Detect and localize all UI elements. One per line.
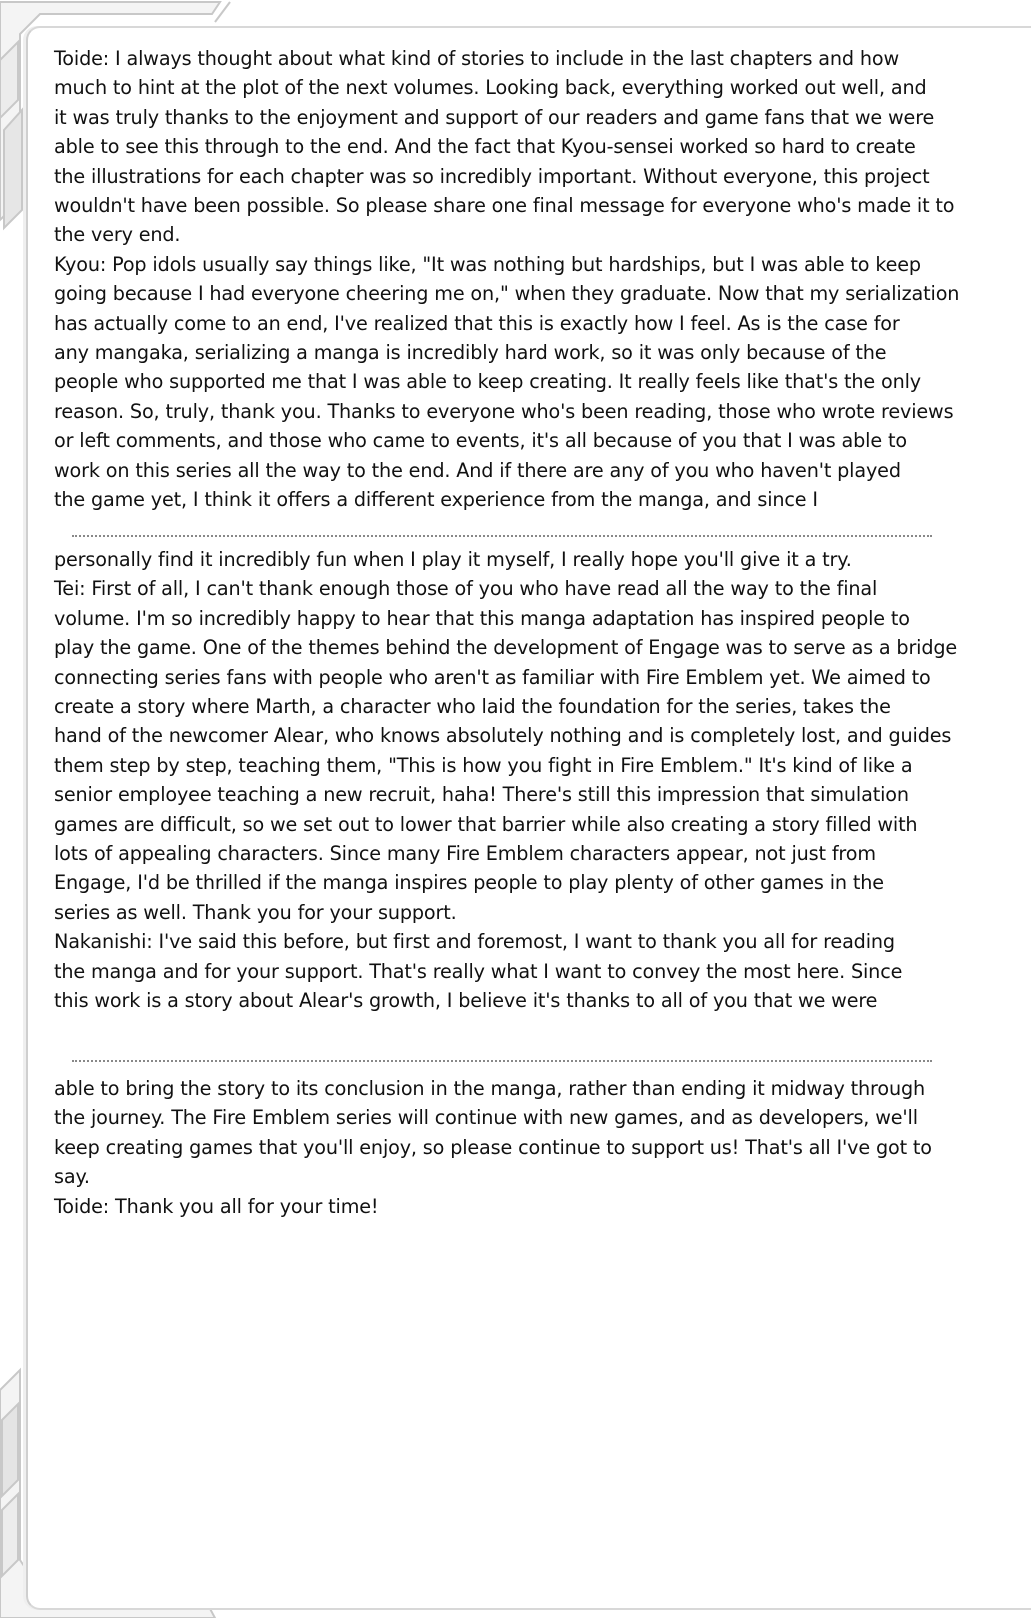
- text-line: connecting series fans with people who aren't as familiar with Fire Emblem yet. We aimed to: [54, 665, 931, 689]
- text-line: Tei: First of all, I can't thank enough those of you who have read all the way to the final: [54, 577, 878, 601]
- text-line: Nakanishi: I've said this before, but first and foremost, I want to thank you all for reading: [54, 930, 895, 954]
- text-line: senior employee teaching a new recruit, haha! There's still this impression that simulation: [54, 783, 909, 807]
- text-line: Engage, I'd be thrilled if the manga inspires people to play plenty of other games in the: [54, 871, 884, 895]
- text-line: games are difficult, so we set out to lower that barrier while also creating a story filled with: [54, 812, 918, 836]
- text-line: lots of appealing characters. Since many Fire Emblem characters appear, not just from: [54, 842, 876, 866]
- text-line: personally find it incredibly fun when I play it myself, I really hope you'll give it a try.: [54, 548, 852, 571]
- text-line: Kyou: Pop idols usually say things like, "It was nothing but hardships, but I was able to keep: [54, 252, 921, 276]
- section-divider: [72, 1060, 932, 1062]
- text-line: able to bring the story to its conclusion in the manga, rather than ending it midway through: [54, 1077, 926, 1100]
- text-line: keep creating games that you'll enjoy, so please continue to support us! That's all I've got to: [54, 1135, 932, 1159]
- text-line: say.: [54, 1165, 90, 1189]
- text-line: wouldn't have been possible. So please share one final message for everyone who's made it to: [54, 194, 955, 218]
- text-line: hand of the newcomer Alear, who knows absolutely nothing and is completely lost, and guides: [54, 724, 952, 748]
- text-line: much to hint at the plot of the next volumes. Looking back, everything worked out well, and: [54, 76, 927, 100]
- text-line: or left comments, and those who came to events, it's all because of you that I was able to: [54, 429, 907, 453]
- text-line: the very end.: [54, 223, 181, 247]
- text-line: this work is a story about Alear's growth, I believe it's thanks to all of you that we were: [54, 989, 878, 1013]
- text-line: reason. So, truly, thank you. Thanks to everyone who's been reading, those who wrote reviews: [54, 399, 954, 423]
- text-line: able to see this through to the end. And the fact that Kyou-sensei worked so hard to create: [54, 135, 916, 159]
- text-line: any mangaka, serializing a manga is incredibly hard work, so it was only because of the: [54, 341, 887, 365]
- text-line: people who supported me that I was able to keep creating. It really feels like that's the only: [54, 370, 921, 394]
- text-line: series as well. Thank you for your support.: [54, 900, 457, 924]
- text-line: the illustrations for each chapter was so incredibly important. Without everyone, this project: [54, 164, 930, 188]
- text-line: work on this series all the way to the end. And if there are any of you who haven't played: [54, 458, 901, 482]
- text-line: create a story where Marth, a character who laid the foundation for the series, takes the: [54, 695, 891, 719]
- text-line: has actually come to an end, I've realized that this is exactly how I feel. As is the case for: [54, 311, 900, 335]
- text-line: the manga and for your support. That's really what I want to convey the most here. Since: [54, 959, 903, 983]
- text-line: going because I had everyone cheering me on," when they graduate. Now that my serialization: [54, 282, 960, 306]
- text-section-2: [54, 545, 1004, 1016]
- text-line: them step by step, teaching them, "This is how you fight in Fire Emblem." It's kind of like a: [54, 753, 913, 777]
- text-section-1: [54, 44, 1004, 515]
- text-line: play the game. One of the themes behind the development of Engage was to serve as a bridge: [54, 636, 958, 660]
- section-divider: [72, 535, 932, 537]
- text-line: Toide: Thank you all for your time!: [54, 1194, 379, 1218]
- text-section-3: [54, 1074, 1004, 1221]
- text-line: the game yet, I think it offers a different experience from the manga, and since I: [54, 488, 818, 512]
- text-line: it was truly thanks to the enjoyment and support of our readers and game fans that we were: [54, 105, 935, 129]
- text-line: Toide: I always thought about what kind of stories to include in the last chapters and how: [54, 47, 900, 70]
- text-line: the journey. The Fire Emblem series will continue with new games, and as developers, we'll: [54, 1106, 918, 1130]
- text-line: volume. I'm so incredibly happy to hear that this manga adaptation has inspired people to: [54, 606, 910, 630]
